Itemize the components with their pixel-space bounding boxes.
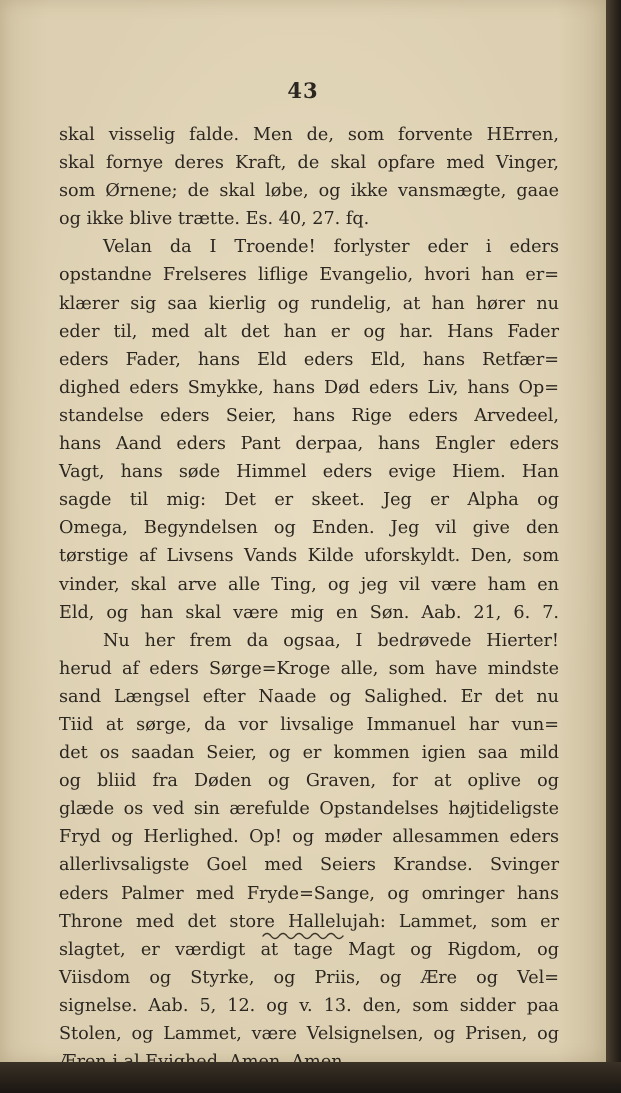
- text-line: Fryd og Herlighed. Op! og møder allesammen eders: [59, 827, 559, 848]
- text-line: standelse eders Seier, hans Rige eders Arvedeel,: [59, 405, 559, 426]
- text-line: Tiid at sørge, da vor livsalige Immanuel har vun=: [59, 714, 559, 735]
- text-line: Nu her frem da ogsaa, I bedrøvede Hierter!: [103, 630, 559, 651]
- text-line: Eld, og han skal være mig en Søn. Aab. 21, 6. 7.: [59, 602, 559, 623]
- text-line: sand Længsel efter Naade og Salighed. Er det nu: [59, 686, 559, 707]
- text-line: skal visselig falde. Men de, som forvente HErren,: [59, 125, 559, 145]
- page-number: 43: [287, 78, 319, 103]
- text-line: eder til, med alt det han er og har. Hans Fader: [59, 321, 559, 342]
- text-line: Omega, Begyndelsen og Enden. Jeg vil give den: [59, 518, 559, 539]
- text-line: glæde os ved sin ærefulde Opstandelses højtideligste: [59, 799, 559, 820]
- text-line: skal fornye deres Kraft, de skal opfare med Vinger,: [59, 153, 559, 174]
- text-line: eders Palmer med Fryde=Sange, og omringer hans: [59, 883, 559, 904]
- text-line: hans Aand eders Pant derpaa, hans Engler eders: [59, 434, 559, 455]
- text-line: Vagt, hans søde Himmel eders evige Hiem. Han: [59, 462, 559, 483]
- text-line: Velan da I Troende! forlyster eder i eders: [103, 237, 559, 258]
- decorative-divider: [0, 928, 606, 948]
- text-line: tørstige af Livsens Vands Kilde uforskyldt. Den, som: [59, 546, 559, 567]
- text-line: opstandne Frelseres liflige Evangelio, hvori han er=: [59, 265, 559, 286]
- text-line: dighed eders Smykke, hans Død eders Liv, hans Op=: [59, 377, 559, 398]
- text-line: eders Fader, hans Eld eders Eld, hans Retfær=: [59, 349, 559, 370]
- text-line: det os saadan Seier, og er kommen igien saa mild: [59, 743, 559, 764]
- text-line: Viisdom og Styrke, og Priis, og Ære og Vel=: [59, 967, 559, 988]
- text-line: allerlivsaligste Goel med Seiers Krandse. Svinger: [59, 855, 559, 876]
- text-line: signelse. Aab. 5, 12. og v. 13. den, som sidder paa: [59, 995, 559, 1016]
- text-line: vinder, skal arve alle Ting, og jeg vil være ham en: [59, 574, 559, 595]
- page-edge-bottom: [0, 1062, 621, 1093]
- text-line: slagtet, er værdigt at tage Magt og Rigdom, og: [59, 939, 559, 960]
- text-line: herud af eders Sørge=Kroge alle, som have mindste: [59, 658, 559, 679]
- text-line: klærer sig saa kierlig og rundelig, at han hører nu: [59, 293, 559, 314]
- text-line: og bliid fra Døden og Graven, for at oplive og: [59, 771, 559, 792]
- text-line: som Ørnene; de skal løbe, og ikke vansmægte, gaae: [59, 181, 559, 202]
- wavy-line-ornament: [261, 928, 345, 942]
- text-line: Throne med det store Hallelujah: Lammet, som er: [59, 911, 559, 932]
- text-line: Stolen, og Lammet, være Velsignelsen, og Prisen, og: [59, 1024, 559, 1044]
- text-line: sagde til mig: Det er skeet. Jeg er Alpha og: [59, 490, 559, 511]
- text-line: og ikke blive trætte. Es. 40, 27. fq.: [59, 209, 370, 230]
- page-edge-right: [606, 0, 621, 1093]
